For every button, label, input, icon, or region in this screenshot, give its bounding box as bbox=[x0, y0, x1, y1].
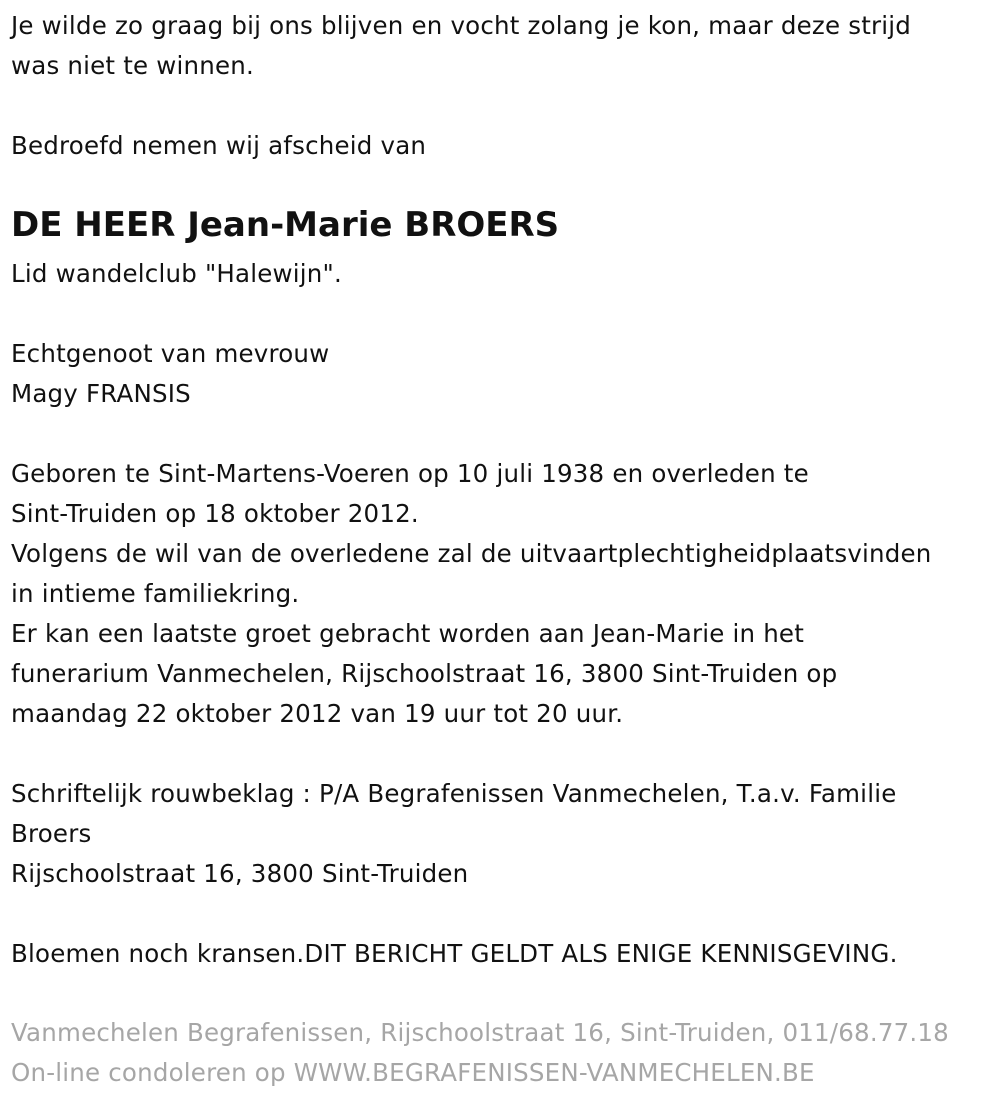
details-line-4: in intieme familiekring. bbox=[11, 579, 300, 608]
details-line-7: maandag 22 oktober 2012 van 19 uur tot 20 uur. bbox=[11, 699, 624, 728]
deceased-name: DE HEER Jean-Marie BROERS bbox=[11, 205, 560, 245]
spouse-line-1: Echtgenoot van mevrouw bbox=[11, 339, 330, 368]
closing-line: Bloemen noch kransen.DIT BERICHT GELDT ALS ENIGE KENNISGEVING. bbox=[11, 939, 898, 968]
footer-line-1: Vanmechelen Begrafenissen, Rijschoolstraat 16, Sint-Truiden, 011/68.77.18 bbox=[11, 1018, 949, 1047]
details-line-3: Volgens de wil van de overledene zal de uitvaartplechtigheidplaatsvinden bbox=[11, 539, 932, 568]
farewell-line: Bedroefd nemen wij afscheid van bbox=[11, 131, 427, 160]
condolences-line-1: Schriftelijk rouwbeklag : P/A Begrafenissen Vanmechelen, T.a.v. Familie bbox=[11, 779, 897, 808]
membership-line: Lid wandelclub "Halewijn". bbox=[11, 259, 342, 288]
condolences-line-2: Broers bbox=[11, 819, 92, 848]
details-line-2: Sint-Truiden op 18 oktober 2012. bbox=[11, 499, 419, 528]
footer-line-2: On-line condoleren op WWW.BEGRAFENISSEN-VANMECHELEN.BE bbox=[11, 1058, 815, 1087]
intro-line-2: was niet te winnen. bbox=[11, 51, 254, 80]
spouse-line-2: Magy FRANSIS bbox=[11, 379, 191, 408]
condolences-line-3: Rijschoolstraat 16, 3800 Sint-Truiden bbox=[11, 859, 469, 888]
details-line-1: Geboren te Sint-Martens-Voeren op 10 juli 1938 en overleden te bbox=[11, 459, 809, 488]
details-line-5: Er kan een laatste groet gebracht worden aan Jean-Marie in het bbox=[11, 619, 805, 648]
intro-line-1: Je wilde zo graag bij ons blijven en vocht zolang je kon, maar deze strijd bbox=[11, 11, 912, 40]
details-line-6: funerarium Vanmechelen, Rijschoolstraat 16, 3800 Sint-Truiden op bbox=[11, 659, 838, 688]
